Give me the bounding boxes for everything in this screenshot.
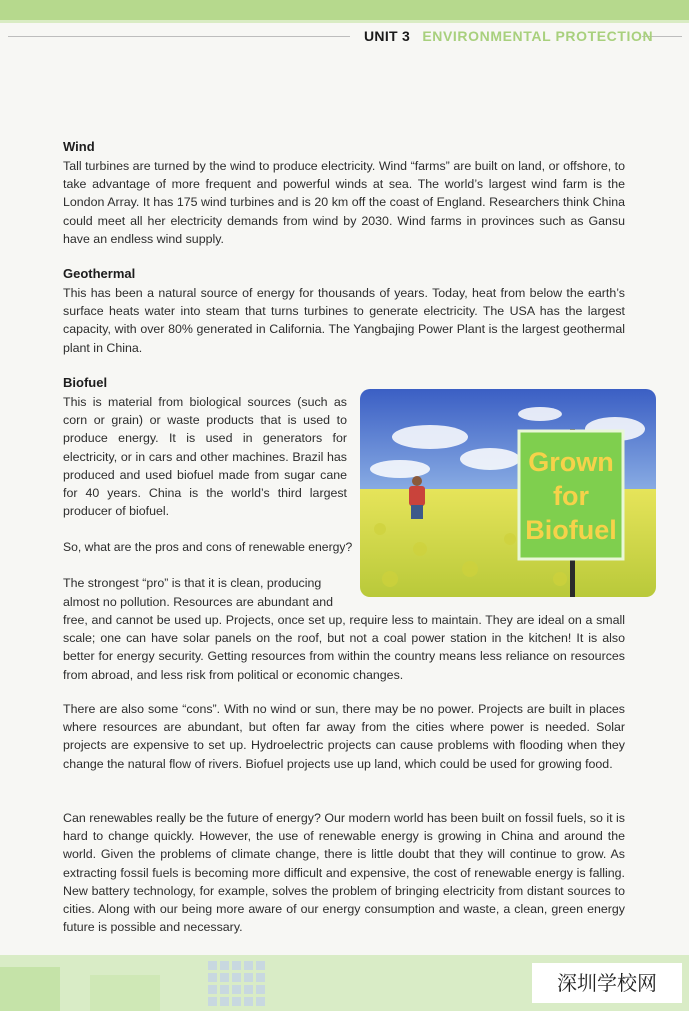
unit-topic: ENVIRONMENTAL PROTECTION <box>422 28 654 44</box>
top-green-band <box>0 0 689 20</box>
header-rule-left <box>8 36 350 37</box>
pros-cons-question: So, what are the pros and cons of renewable energy? <box>63 540 353 554</box>
conclusion-paragraph: Can renewables really be the future of energy? Our modern world has been built on fossil fuels, so it is hard to change quickly. However, the use of renewable energy is growing in China and around the world. Given the problems of climate change, there is little doubt that they will continue to grow. As extracting fossil fuels is becoming more difficult and expensive, the cost of renewable energy is falling. New battery technology, for example, solves the problem of bringing electricity from distant sources to cities. Along with our being more aware of our energy consumption and waste, a clean, green energy future is possible and necessary. <box>63 811 625 935</box>
geothermal-paragraph: This has been a natural source of energy for thousands of years. Today, heat from below the earth’s surface heats water into steam that turns turbines to generate electricity. The USA has the largest capacity, with over 80% generated in California. The Yangbajing Power Plant is the largest geothermal plant in China. <box>63 286 625 355</box>
running-header <box>364 28 653 44</box>
sign-line-2: for <box>553 481 589 511</box>
decorative-grid <box>208 961 265 1006</box>
wind-heading: Wind <box>63 139 95 154</box>
biofuel-heading: Biofuel <box>63 375 108 390</box>
unit-label: UNIT 3 <box>364 28 411 44</box>
sign-line-3: Biofuel <box>525 515 617 545</box>
biofuel-photo <box>360 389 656 597</box>
pros-intro-line-1: The strongest “pro” is that it is clean, producing <box>63 576 322 590</box>
pros-intro-line-2: almost no pollution. Resources are abundant and <box>63 595 334 609</box>
pros-paragraph: free, and cannot be used up. Projects, once set up, require less to maintain. They are ideal on a small scale; one can have solar panels on the roof, but not a coal power station in the kitchen! It is also better for energy security. Getting resources from within the country means less reliance on resources from abroad, and less risk from political or economic changes. <box>63 613 625 682</box>
geothermal-heading: Geothermal <box>63 266 136 281</box>
site-watermark: 深圳学校网 <box>532 963 682 1003</box>
sign-line-1: Grown <box>528 447 614 477</box>
wind-paragraph: Tall turbines are turned by the wind to produce electricity. Wind “farms” are built on land, or offshore, to take advantage of more frequent and powerful winds at sea. The world’s largest wind farm is the London Array. It has 175 wind turbines and is 20 km off the coast of England. Researchers think China could meet all her electricity demands from wind by 2030. Wind farms in provinces such as Gansu have an endless wind supply. <box>63 159 625 246</box>
biofuel-paragraph: This is material from biological sources (such as corn or grain) or waste products that is used to produce energy. It is used in generators for electricity, or in cars and other machines. Brazil has produced and used biofuel made from sugar cane for 40 years. China is the world’s third largest producer of biofuel. <box>63 395 347 519</box>
cons-paragraph: There are also some “cons”. With no wind or sun, there may be no power. Projects are built in places where resources are abundant, but often far away from the cities where power is needed. Solar projects are expensive to set up. Hydroelectric projects can cause problems with flooding when they change the natural flow of rivers. Biofuel projects use up land, which could be used for growing food. <box>63 702 625 771</box>
